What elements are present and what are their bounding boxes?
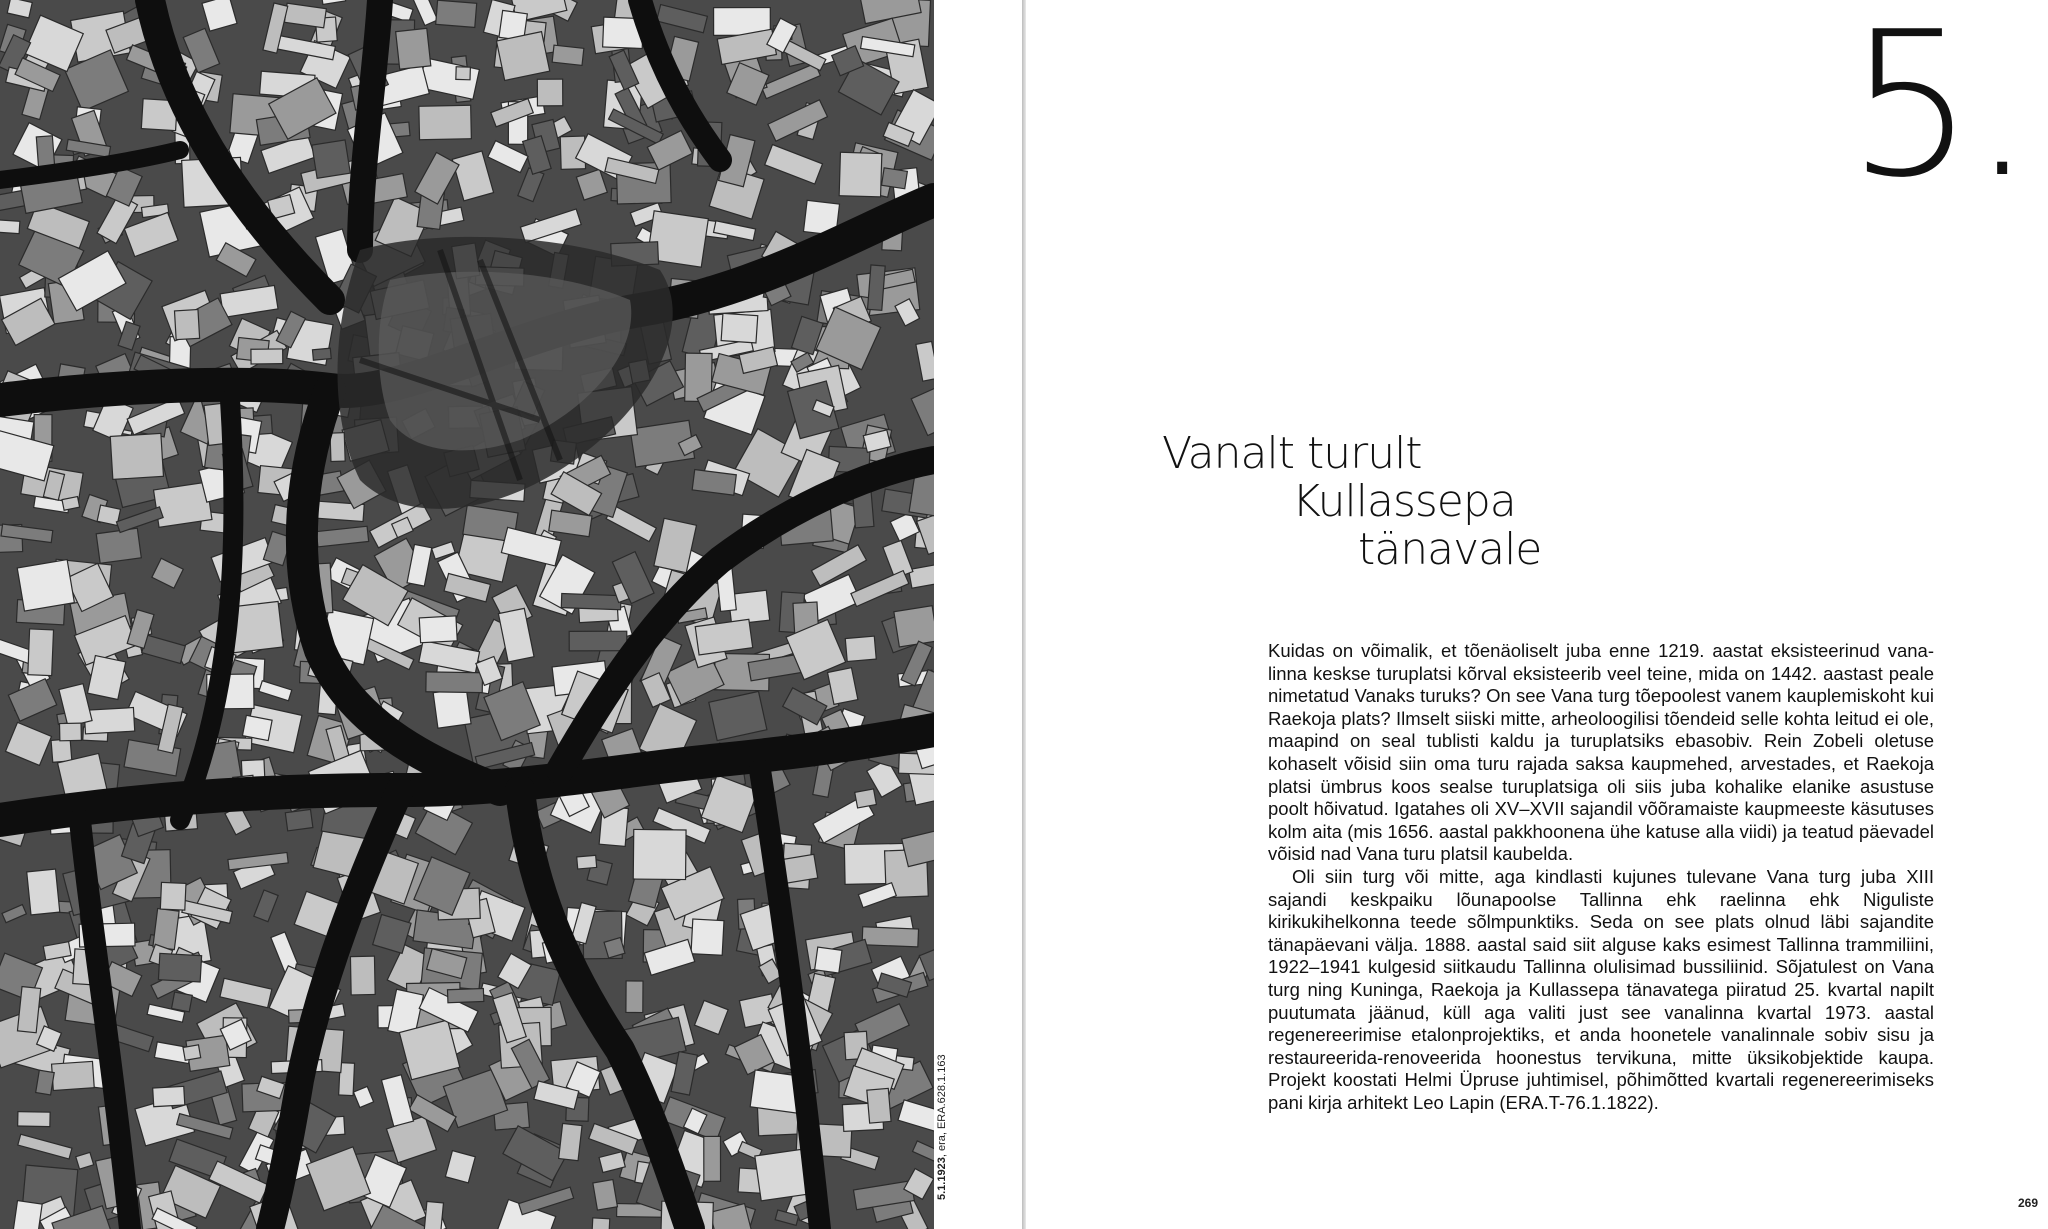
roof-block bbox=[17, 987, 40, 1033]
aerial-city-photo bbox=[0, 0, 934, 1229]
roof-block bbox=[755, 1149, 807, 1200]
roof-block bbox=[27, 869, 60, 915]
roof-block bbox=[0, 220, 20, 234]
roof-block bbox=[882, 168, 908, 189]
chapter-title bbox=[1162, 430, 1541, 574]
aerial-photo-illustration bbox=[0, 0, 934, 1229]
paragraph: Oli siin turg või mitte, aga kindlasti kujunes tulevane Vana turg juba XIII sajandi keskpaiku lõunapoolse Tallinna ehk raelinna ehk Niguliste kirikukihelkonna teede sõlmpunktiks. Seda on see plats olnud läbi sajandite tänapäevani välja. 1888. aastal said siit alguse kaks esimest Tallinna trammiliini, 1922–1941 kulgesid siitkaudu Tallinna olulisimad bussiliinid. Sõjatulest on Vana turg ning Kuninga, Raekoja ja Kullassepa tänavatega piiratud 25. kvartal napilt puutumata jäänud, küll aga valiti just see vanalinna kvartal 1973. aastal regenereerimise etalonprojektiks, et anda hoonetele vanalinnale sobiv sisu ja restaureerida-renoveerida hoonestus tervikuna, mitte üksikobjektide kaupa. Projekt koostati Helmi Üpruse juhtimisel, põhimõtted kvartali regenereerimiseks pani kirja arhitekt Leo Lapin (ERA.T-76.1.1822). bbox=[1268, 865, 1934, 1113]
roof-block bbox=[626, 981, 643, 1013]
roof-block bbox=[815, 947, 842, 973]
roof-block bbox=[704, 1136, 721, 1181]
roof-block bbox=[28, 629, 54, 676]
roof-block bbox=[396, 28, 431, 69]
roof-block bbox=[423, 1201, 443, 1229]
roof-block bbox=[862, 927, 918, 947]
roof-block bbox=[692, 470, 736, 496]
roof-block bbox=[350, 956, 375, 995]
roof-block bbox=[577, 855, 597, 869]
roof-block bbox=[867, 1088, 891, 1123]
roof-block bbox=[839, 152, 882, 197]
roof-block bbox=[51, 739, 72, 762]
roof-block bbox=[312, 140, 350, 178]
photo-caption bbox=[936, 980, 952, 1200]
roof-block bbox=[593, 1180, 618, 1211]
roof-block bbox=[18, 1112, 50, 1127]
chapter-title-line: Vanalt turult bbox=[1162, 428, 1422, 479]
page-number: 269 bbox=[2017, 1196, 2038, 1210]
roof-block bbox=[419, 105, 471, 139]
roof-block bbox=[868, 265, 886, 310]
roof-block bbox=[426, 672, 483, 693]
roof-block bbox=[62, 497, 80, 511]
roof-block bbox=[174, 310, 199, 340]
roof-block bbox=[285, 809, 313, 830]
roof-block bbox=[36, 1070, 55, 1095]
roof-block bbox=[330, 433, 345, 462]
roof-block bbox=[456, 67, 471, 80]
roof-block bbox=[312, 348, 331, 360]
roof-block bbox=[172, 992, 193, 1012]
roof-block bbox=[561, 594, 621, 610]
roof-block bbox=[447, 988, 483, 1002]
roof-block bbox=[36, 136, 54, 167]
roof-block bbox=[153, 1086, 185, 1106]
roof-block bbox=[894, 606, 934, 647]
roof-block bbox=[691, 919, 724, 955]
roof-block bbox=[436, 0, 477, 27]
roof-block bbox=[158, 953, 201, 982]
roof-block bbox=[96, 528, 141, 563]
roof-block bbox=[251, 349, 283, 364]
caption-rest: , era, ERA.628.1.163 bbox=[936, 1054, 948, 1158]
roof-block bbox=[721, 313, 758, 343]
roof-block bbox=[590, 1218, 609, 1229]
roof-block bbox=[633, 829, 686, 879]
roof-block bbox=[52, 1061, 95, 1090]
roof-block bbox=[17, 560, 74, 611]
roof-block bbox=[183, 1045, 201, 1061]
roof-block bbox=[153, 909, 179, 950]
roof-block bbox=[242, 715, 272, 740]
roof-block bbox=[60, 723, 82, 741]
roof-block bbox=[160, 882, 186, 910]
roof-block bbox=[855, 789, 877, 808]
right-page bbox=[1026, 0, 2048, 1229]
roof-block bbox=[559, 1123, 582, 1160]
roof-block bbox=[496, 32, 549, 81]
roof-block bbox=[537, 79, 562, 106]
roof-block bbox=[110, 433, 163, 479]
roof-block bbox=[569, 631, 627, 651]
chapter-number: 5. bbox=[1847, 0, 2030, 222]
paragraph: Kuidas on võimalik, et tõenäoliselt juba enne 1219. aastat eksisteerinud vanalinna keskse turuplatsi kõrval eksisteerib veel teine, mida on 1442. aastast peale nimetatud Vanaks turuks? On see Vana turg tõepoolest vanem kauplemiskoht kui Raekoja plats? Ilmselt siiski mitte, arheoloogilisi tõendeid selle kohta leitud ei ole, maapind on seal tublisti kaldu ja turuplatsiks ebasobiv. Rein Zobeli oletuse kohaselt võisid siin oma turu rajada saksa kaupmehed, arvestades, et Raekoja platsi ümbrus koos sealse turuplatsiga oli siis juba kohalike elanike asustuse poolt hõivatud. Igatahes oli XV–XVII sajandil võõramaiste kaupmeeste käsutuses kolm aita (mis 1656. aastal pakkhoonena ühe katuse alla viidi) ja teatud päevadel võisid nad Vana turu platsil kaubelda. bbox=[1268, 640, 1934, 865]
roof-block bbox=[433, 688, 471, 728]
caption-year: 1923 bbox=[936, 1157, 948, 1182]
chapter-title-line: tänavale bbox=[1358, 524, 1542, 575]
roof-block bbox=[845, 636, 876, 661]
roof-block bbox=[419, 616, 457, 643]
left-page bbox=[0, 0, 1022, 1229]
chapter-title-line: Kullassepa bbox=[1292, 476, 1516, 527]
roof-block bbox=[552, 45, 584, 65]
body-text bbox=[1268, 640, 1934, 1114]
caption-number: 5.1. bbox=[936, 1181, 948, 1200]
